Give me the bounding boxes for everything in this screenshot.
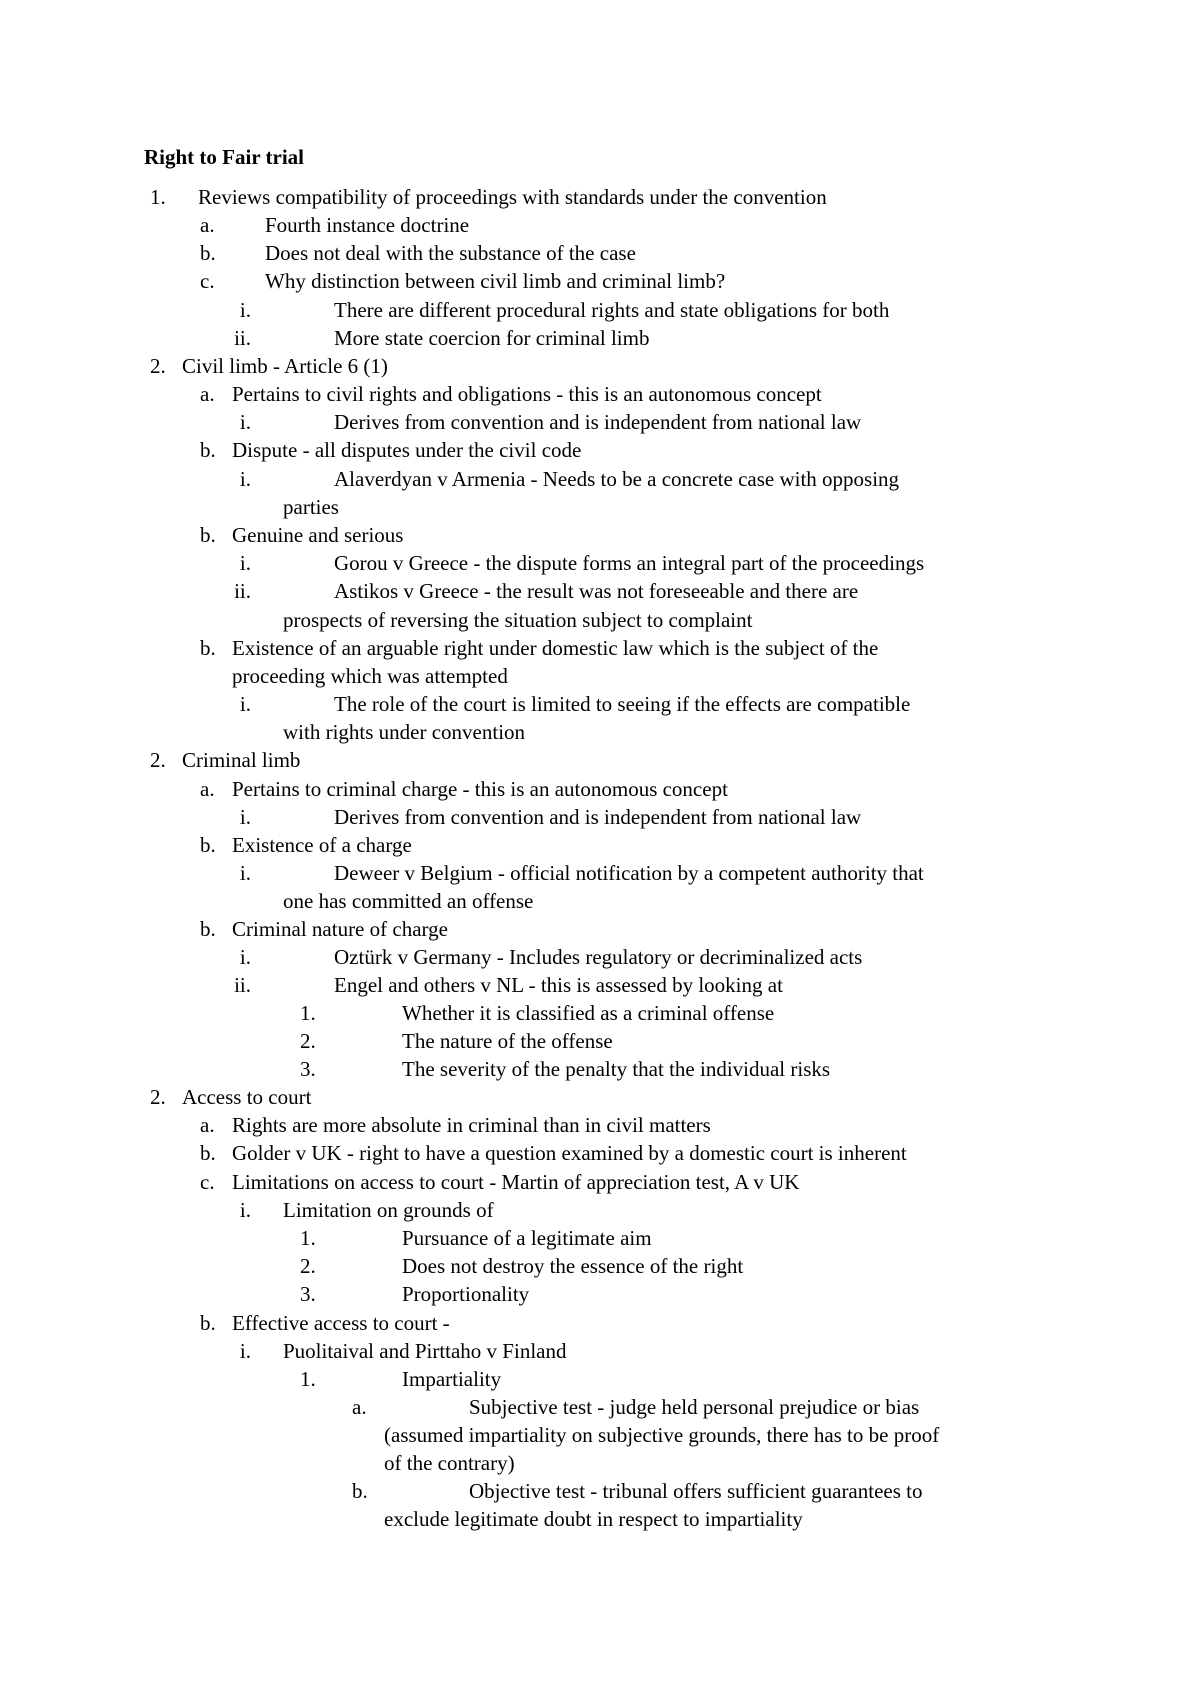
outline-item — [0, 943, 1200, 971]
outline-item — [0, 521, 1200, 549]
item-text: More state coercion for criminal limb — [334, 326, 650, 350]
item-text: Proportionality — [402, 1282, 530, 1306]
item-text: Alaverdyan v Armenia - Needs to be a concrete case with opposing — [334, 467, 900, 491]
item-text: parties — [283, 495, 339, 519]
outline-item — [0, 999, 1200, 1027]
item-text: Genuine and serious — [232, 523, 404, 547]
outline-item — [0, 1027, 1200, 1055]
outline-item — [0, 380, 1200, 408]
item-text: Objective test - tribunal offers sufficient guarantees to — [469, 1479, 923, 1503]
item-marker: ii. — [234, 579, 251, 603]
item-text: Dispute - all disputes under the civil code — [232, 438, 582, 462]
outline-item — [0, 1139, 1200, 1167]
item-text: Pursuance of a legitimate aim — [402, 1226, 652, 1250]
outline-item — [0, 606, 1200, 634]
outline-item — [0, 577, 1200, 605]
outline-item — [0, 1224, 1200, 1252]
outline-item — [0, 1505, 1200, 1533]
item-text: Existence of an arguable right under domestic law which is the subject of the — [232, 636, 879, 660]
item-text: Oztürk v Germany - Includes regulatory or decriminalized acts — [334, 945, 863, 969]
outline-item — [0, 1309, 1200, 1337]
outline-item — [0, 408, 1200, 436]
item-marker: c. — [200, 269, 215, 293]
item-text: Does not destroy the essence of the right — [402, 1254, 744, 1278]
item-text: Golder v UK - right to have a question examined by a domestic court is inherent — [232, 1141, 907, 1165]
item-text: Pertains to criminal charge - this is an autonomous concept — [232, 777, 728, 801]
item-text: Engel and others v NL - this is assessed by looking at — [334, 973, 783, 997]
outline-item — [0, 1252, 1200, 1280]
outline-item — [0, 634, 1200, 662]
item-text: Pertains to civil rights and obligations - this is an autonomous concept — [232, 382, 822, 406]
item-text: Existence of a charge — [232, 833, 412, 857]
item-marker: ii. — [234, 973, 251, 997]
item-text: Limitations on access to court - Martin of appreciation test, A v UK — [232, 1170, 800, 1194]
item-marker: a. — [200, 382, 215, 406]
item-text: The nature of the offense — [402, 1029, 613, 1053]
item-text: Rights are more absolute in criminal than in civil matters — [232, 1113, 711, 1137]
outline-item — [0, 746, 1200, 774]
item-text: Reviews compatibility of proceedings with standards under the convention — [198, 185, 827, 209]
outline-item — [0, 915, 1200, 943]
item-text: Astikos v Greece - the result was not foreseeable and there are — [334, 579, 859, 603]
item-marker: i. — [239, 692, 251, 716]
item-marker: 2. — [300, 1029, 316, 1053]
outline-item — [0, 718, 1200, 746]
item-marker: 2. — [150, 1085, 166, 1109]
outline-item — [0, 662, 1200, 690]
document-title: Right to Fair trial — [144, 145, 305, 169]
item-text: Criminal limb — [182, 748, 301, 772]
item-marker: ii. — [234, 326, 251, 350]
outline-item — [0, 436, 1200, 464]
item-marker: i. — [239, 1198, 251, 1222]
item-marker: i. — [239, 1339, 251, 1363]
outline-item — [0, 690, 1200, 718]
item-marker: 3. — [300, 1057, 316, 1081]
outline-item — [0, 1365, 1200, 1393]
item-marker: a. — [200, 213, 215, 237]
outline-item — [0, 1421, 1200, 1449]
item-marker: i. — [239, 861, 251, 885]
outline-item — [0, 971, 1200, 999]
item-marker: c. — [200, 1170, 215, 1194]
item-text: Why distinction between civil limb and criminal limb? — [265, 269, 726, 293]
item-marker: i. — [239, 945, 251, 969]
item-text: Impartiality — [402, 1367, 502, 1391]
item-marker: b. — [200, 636, 216, 660]
outline-item — [0, 1449, 1200, 1477]
item-text: Deweer v Belgium - official notification by a competent authority that — [334, 861, 924, 885]
outline-item — [0, 1168, 1200, 1196]
outline-item — [0, 831, 1200, 859]
item-text: Subjective test - judge held personal prejudice or bias — [469, 1395, 920, 1419]
item-text: Puolitaival and Pirttaho v Finland — [283, 1339, 567, 1363]
item-marker: b. — [200, 523, 216, 547]
item-text: prospects of reversing the situation subject to complaint — [283, 608, 753, 632]
outline-item — [0, 1111, 1200, 1139]
outline-item — [0, 239, 1200, 267]
outline-item — [0, 1393, 1200, 1421]
item-marker: i. — [239, 467, 251, 491]
outline-item — [0, 324, 1200, 352]
item-text: The role of the court is limited to seeing if the effects are compatible — [334, 692, 911, 716]
outline-item — [0, 267, 1200, 295]
item-marker: 2. — [150, 748, 166, 772]
item-text: Gorou v Greece - the dispute forms an integral part of the proceedings — [334, 551, 925, 575]
item-text: Fourth instance doctrine — [265, 213, 470, 237]
item-text: Limitation on grounds of — [283, 1198, 494, 1222]
item-text: There are different procedural rights and state obligations for both — [334, 298, 890, 322]
outline-item — [0, 1280, 1200, 1308]
item-text: with rights under convention — [283, 720, 526, 744]
item-text: Whether it is classified as a criminal offense — [402, 1001, 775, 1025]
item-marker: i. — [239, 551, 251, 575]
item-text: Derives from convention and is independent from national law — [334, 410, 862, 434]
outline-item — [0, 296, 1200, 324]
item-marker: b. — [352, 1479, 368, 1503]
outline-item — [0, 1196, 1200, 1224]
item-marker: b. — [200, 241, 216, 265]
item-marker: b. — [200, 1311, 216, 1335]
outline-item — [0, 859, 1200, 887]
item-text: Access to court — [182, 1085, 312, 1109]
item-marker: i. — [239, 805, 251, 829]
item-marker: 1. — [300, 1226, 316, 1250]
outline-item — [0, 803, 1200, 831]
item-marker: b. — [200, 438, 216, 462]
item-marker: 2. — [150, 354, 166, 378]
item-marker: a. — [352, 1395, 367, 1419]
item-marker: i. — [239, 410, 251, 434]
item-text: exclude legitimate doubt in respect to impartiality — [384, 1507, 803, 1531]
item-marker: a. — [200, 777, 215, 801]
item-marker: i. — [239, 298, 251, 322]
item-marker: 3. — [300, 1282, 316, 1306]
outline-item — [0, 549, 1200, 577]
item-text: Derives from convention and is independent from national law — [334, 805, 862, 829]
item-text: Civil limb - Article 6 (1) — [182, 354, 388, 378]
item-marker: 1. — [300, 1001, 316, 1025]
item-marker: b. — [200, 917, 216, 941]
item-text: (assumed impartiality on subjective grounds, there has to be proof — [384, 1423, 940, 1447]
outline-item — [0, 465, 1200, 493]
outline-item — [0, 775, 1200, 803]
item-text: The severity of the penalty that the individual risks — [402, 1057, 831, 1081]
item-text: Effective access to court - — [232, 1311, 450, 1335]
outline-item — [0, 183, 1200, 211]
outline-item — [0, 493, 1200, 521]
item-text: of the contrary) — [384, 1451, 515, 1475]
outline-item — [0, 887, 1200, 915]
item-marker: b. — [200, 1141, 216, 1165]
outline-item — [0, 1477, 1200, 1505]
item-text: Does not deal with the substance of the case — [265, 241, 636, 265]
outline-item — [0, 352, 1200, 380]
item-marker: a. — [200, 1113, 215, 1137]
item-marker: b. — [200, 833, 216, 857]
item-text: proceeding which was attempted — [232, 664, 508, 688]
item-text: Criminal nature of charge — [232, 917, 448, 941]
item-text: one has committed an offense — [283, 889, 534, 913]
item-marker: 1. — [300, 1367, 316, 1391]
outline-item — [0, 211, 1200, 239]
item-marker: 2. — [300, 1254, 316, 1278]
outline-item — [0, 1337, 1200, 1365]
outline-item — [0, 1055, 1200, 1083]
outline-item — [0, 1083, 1200, 1111]
item-marker: 1. — [150, 185, 166, 209]
